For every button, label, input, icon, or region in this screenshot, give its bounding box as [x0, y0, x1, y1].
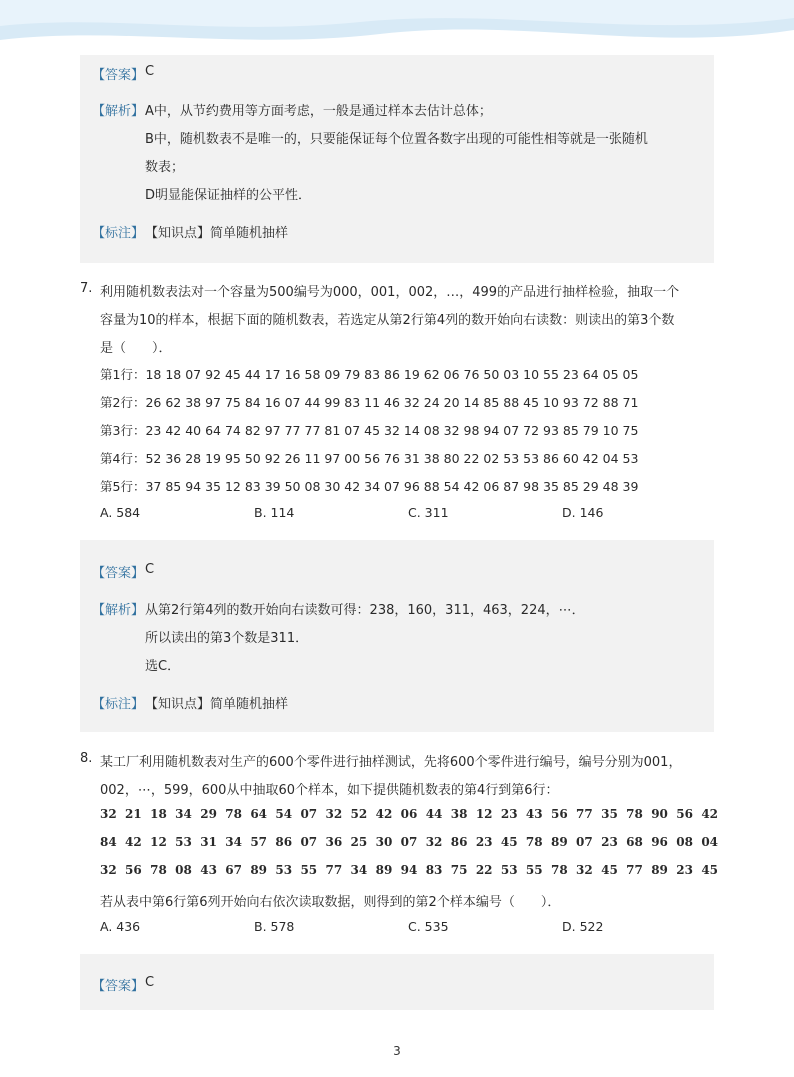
- q8-table-row: 32 21 18 34 29 78 64 54 07 32 52 42 06 44 38 12 23 43 56 77 35 78 90 56 42: [100, 807, 719, 821]
- prev-analysis-line: 数表；: [145, 160, 185, 175]
- q7-table-row: 第2行：26 62 38 97 75 84 16 07 44 99 83 11 46 32 24 20 14 85 88 45 10 93 72 88 71: [100, 395, 639, 410]
- q8-option-a[interactable]: A. 436: [100, 919, 141, 934]
- prev-analysis-line: B中，随机数表不是唯一的，只要能保证每个位置各数字出现的可能性相等就是一张随机: [145, 132, 648, 147]
- q7-stem-line: 利用随机数表法对一个容量为500编号为000，001，002，…，499的产品进行抽样检验，抽取一个: [100, 285, 680, 300]
- q7-answer-tag: 【答案】: [92, 566, 145, 581]
- prev-answer-value: C: [145, 64, 155, 79]
- prev-note-tag: 【标注】: [92, 226, 145, 241]
- q8-table-row: 84 42 12 53 31 34 57 86 07 36 25 30 07 32 86 23 45 78 89 07 23 68 96 08 04: [100, 835, 719, 849]
- q7-option-a[interactable]: A. 584: [100, 505, 141, 520]
- q7-note-text: 【知识点】简单随机抽样: [145, 697, 289, 712]
- q7-option-c[interactable]: C. 311: [408, 505, 449, 520]
- prev-answer-tag: 【答案】: [92, 68, 145, 83]
- page-number: 3: [393, 1044, 401, 1058]
- q7-table-row: 第3行：23 42 40 64 74 82 97 77 77 81 07 45 32 14 08 32 98 94 07 72 93 85 79 10 75: [100, 423, 639, 438]
- q8-stem-line: 某工厂利用随机数表对生产的600个零件进行抽样测试，先将600个零件进行编号，编号分别为001，: [100, 755, 682, 770]
- q8-number: 8.: [80, 751, 93, 766]
- q8-option-c[interactable]: C. 535: [408, 919, 449, 934]
- q7-table-row: 第1行：18 18 07 92 45 44 17 16 58 09 79 83 86 19 62 06 76 50 03 10 55 23 64 05 05: [100, 367, 639, 382]
- q8-stem-line: 002，⋯，599，600从中抽取60个样本，如下提供随机数表的第4行到第6行：: [100, 783, 559, 798]
- q8-option-b[interactable]: B. 578: [254, 919, 295, 934]
- q7-stem-line: 容量为10的样本，根据下面的随机数表，若选定从第2行第4列的数开始向右读数：则读出的第3个数: [100, 313, 675, 328]
- q8-table-row: 32 56 78 08 43 67 89 53 55 77 34 89 94 83 75 22 53 55 78 32 45 77 89 23 45: [100, 863, 719, 877]
- q7-analysis-line: 从第2行第4列的数开始向右读数可得：238，160，311，463，224，⋯．: [145, 603, 585, 618]
- q7-stem-line: 是（ ）．: [100, 341, 172, 356]
- q7-number: 7.: [80, 281, 93, 296]
- q7-note-tag: 【标注】: [92, 697, 145, 712]
- q8-answer-value: C: [145, 975, 155, 990]
- q7-analysis-line: 选C．: [145, 659, 181, 674]
- q7-analysis-line: 所以读出的第3个数是311．: [145, 631, 309, 646]
- q8-answer-box: [80, 954, 714, 1010]
- prev-analysis-tag: 【解析】: [92, 104, 145, 119]
- q7-table-row: 第4行：52 36 28 19 95 50 92 26 11 97 00 56 76 31 38 80 22 02 53 53 86 60 42 04 53: [100, 451, 639, 466]
- prev-note-text: 【知识点】简单随机抽样: [145, 226, 289, 241]
- q8-option-d[interactable]: D. 522: [562, 919, 604, 934]
- q8-tail-line: 若从表中第6行第6列开始向右依次读取数据，则得到的第2个样本编号（ ）．: [100, 895, 561, 910]
- prev-analysis-line: D明显能保证抽样的公平性．: [145, 188, 312, 203]
- q7-answer-value: C: [145, 562, 155, 577]
- q7-table-row: 第5行：37 85 94 35 12 83 39 50 08 30 42 34 07 96 88 54 42 06 87 98 35 85 29 48 39: [100, 479, 639, 494]
- q7-option-b[interactable]: B. 114: [254, 505, 295, 520]
- header-wave-decoration: [0, 0, 794, 62]
- q7-analysis-tag: 【解析】: [92, 603, 145, 618]
- q8-answer-tag: 【答案】: [92, 979, 145, 994]
- prev-analysis-line: A中，从节约费用等方面考虑，一般是通过样本去估计总体；: [145, 104, 492, 119]
- q7-option-d[interactable]: D. 146: [562, 505, 604, 520]
